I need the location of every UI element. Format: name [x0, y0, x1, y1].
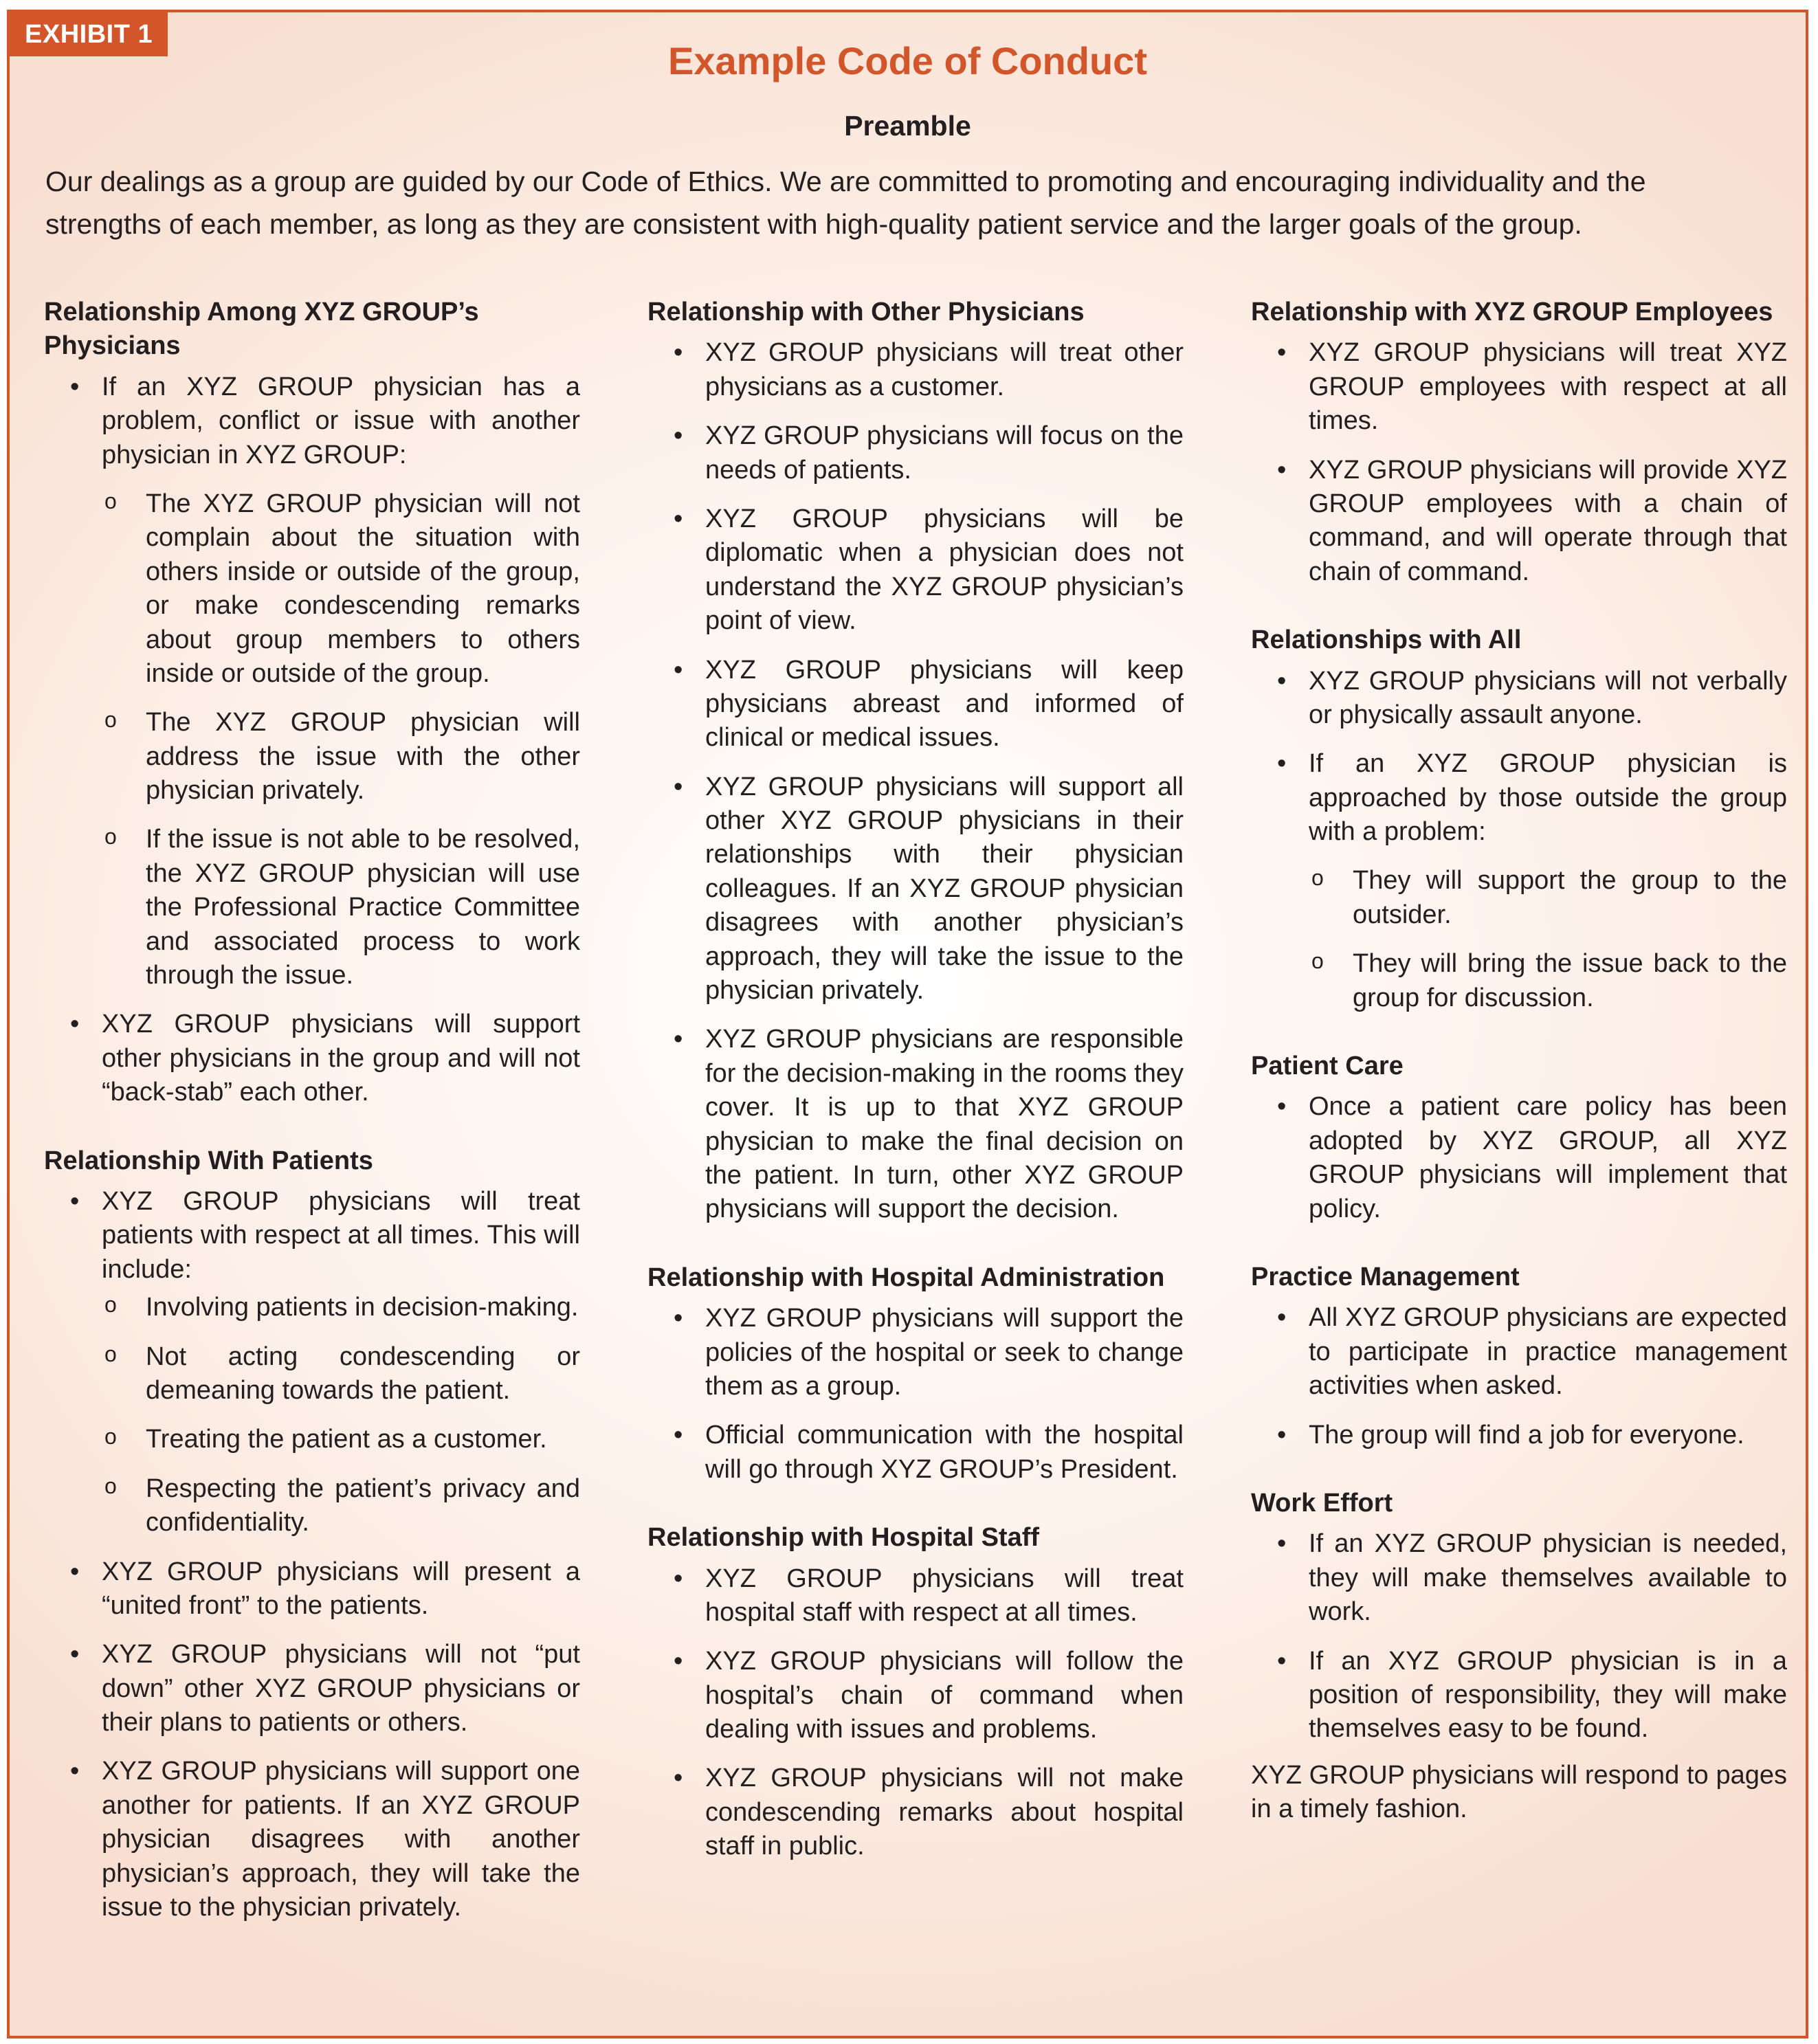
bullet-icon: •: [70, 1557, 80, 1586]
bullet-icon: •: [674, 655, 683, 685]
sub-list: [102, 487, 580, 992]
exhibit-label: EXHIBIT 1: [10, 12, 168, 56]
list-item-text: XYZ GROUP physicians will follow the hospital’s chain of command when dealing with issues and problems.: [705, 1647, 1184, 1744]
sub-list-item: [1311, 947, 1787, 1015]
list-item-text: XYZ GROUP physicians will treat XYZ GROUP employees with respect at all times.: [1309, 338, 1787, 436]
bullet-list: [1251, 1301, 1787, 1452]
bullet-list: [1251, 1527, 1787, 1746]
bullet-icon: •: [674, 1421, 683, 1450]
circle-bullet-icon: o: [104, 1292, 117, 1318]
bullet-icon: •: [1277, 1646, 1287, 1676]
list-item: [1277, 1301, 1787, 1403]
bullet-icon: •: [1277, 338, 1287, 368]
list-item-text: XYZ GROUP physicians will present a “united front” to the patients.: [102, 1557, 580, 1620]
circle-bullet-icon: o: [104, 707, 117, 733]
list-item-text: XYZ GROUP physicians will treat other physicians as a customer.: [705, 338, 1184, 401]
bullet-icon: •: [674, 421, 683, 451]
section-heading: Relationship with Hospital Administration: [647, 1263, 1165, 1292]
list-item: [1277, 1090, 1787, 1226]
section-heading: Relationship with Other Physicians: [647, 298, 1085, 326]
section-heading: Practice Management: [1251, 1262, 1520, 1291]
bullet-icon: •: [1277, 455, 1287, 485]
bullet-icon: •: [1277, 1303, 1287, 1333]
section-heading: Work Effort: [1251, 1488, 1393, 1518]
bullet-list: [647, 336, 1184, 1226]
list-item-text: XYZ GROUP physicians will support all other XYZ GROUP physicians in their relationships with their physician colleagues. If an XYZ GROUP physician disagrees with another physician’s approach, they will take the issue to the physician privately.: [705, 772, 1184, 1006]
bullet-icon: •: [674, 1647, 683, 1676]
list-item-text: XYZ GROUP physicians will not verbally or physically assault anyone.: [1309, 666, 1787, 729]
preamble-text: Our dealings as a group are guided by our Code of Ethics. We are committed to promoting and encouraging individuality and the strengths of each member, as long as they are consistent with high-quality patient service and the larger goals of the group.: [45, 166, 1646, 240]
list-item-text: XYZ GROUP physicians will keep physicians abreast and informed of clinical or medical issues.: [705, 655, 1184, 753]
list-item-text: XYZ GROUP physicians will not “put down” other XYZ GROUP physicians or their plans to patients or others.: [102, 1640, 580, 1737]
list-item: [674, 502, 1184, 638]
bullet-icon: •: [1277, 749, 1287, 779]
bullet-icon: •: [674, 1304, 683, 1333]
bullet-list: [44, 370, 580, 1110]
list-item: [1277, 1645, 1787, 1746]
section-heading: Relationship Among XYZ GROUP’s Physicians: [44, 298, 479, 361]
bullet-list: [647, 1302, 1184, 1487]
sub-list-item-text: Treating the patient as a customer.: [146, 1425, 547, 1454]
sub-list-item-text: If the issue is not able to be resolved, the XYZ GROUP physician will use the Professional Practice Committee and associated process to work through the issue.: [146, 825, 580, 990]
bullet-icon: •: [70, 1640, 80, 1669]
sub-list-item-text: They will bring the issue back to the group for discussion.: [1353, 949, 1787, 1012]
section-heading: Relationships with All: [1251, 625, 1522, 655]
list-item: [674, 419, 1184, 487]
section-hospital-staff: [647, 1521, 1184, 1864]
column-1: [44, 296, 580, 1924]
circle-bullet-icon: o: [104, 1341, 117, 1366]
bullet-list: [647, 1562, 1184, 1864]
list-item: [1277, 665, 1787, 733]
circle-bullet-icon: o: [1311, 865, 1324, 891]
sub-list-item-text: Involving patients in decision-making.: [146, 1293, 579, 1322]
sub-list-item: [104, 706, 580, 808]
section-employees: [1251, 296, 1787, 589]
list-item: [70, 370, 580, 993]
sub-list-item: [104, 1291, 580, 1324]
list-item: [70, 1185, 580, 1540]
section-practice-management: [1251, 1260, 1787, 1452]
list-item-text: XYZ GROUP physicians will support the policies of the hospital or seek to change them as a group.: [705, 1304, 1184, 1401]
list-item-text: If an XYZ GROUP physician is needed, they will make themselves available to work.: [1309, 1529, 1787, 1627]
circle-bullet-icon: o: [1311, 948, 1324, 974]
sub-list-item-text: Respecting the patient’s privacy and confidentiality.: [146, 1474, 580, 1537]
sub-list-item: [104, 1472, 580, 1540]
section-heading: Relationship with Hospital Staff: [647, 1523, 1040, 1553]
list-item: [674, 1562, 1184, 1630]
section-physicians-relationship: [44, 296, 580, 1110]
list-item-text: XYZ GROUP physicians will be diplomatic when a physician does not understand the XYZ GROUP physician’s point of view.: [705, 504, 1184, 636]
bullet-icon: •: [1277, 666, 1287, 696]
section-heading: Relationship with XYZ GROUP Employees: [1251, 298, 1773, 326]
bullet-icon: •: [70, 1010, 80, 1039]
bullet-list: [1251, 1090, 1787, 1226]
bullet-icon: •: [674, 338, 683, 368]
bullet-icon: •: [674, 504, 683, 533]
list-item-text: XYZ GROUP physicians are responsible for the decision-making in the rooms they cover. It is up to that XYZ GROUP physician to make the final decision on the patient. In turn, other XYZ GROUP physicians will support the decision.: [705, 1025, 1184, 1224]
list-item: [70, 1555, 580, 1623]
list-item-text: The group will find a job for everyone.: [1309, 1420, 1744, 1449]
exhibit-frame: [7, 10, 1808, 2039]
bullet-icon: •: [70, 1186, 80, 1216]
list-item: [70, 1008, 580, 1109]
list-item: [674, 770, 1184, 1008]
list-item: [70, 1755, 580, 1924]
bullet-icon: •: [674, 1564, 683, 1593]
bullet-icon: •: [70, 372, 80, 401]
section-work-effort: [1251, 1487, 1787, 1827]
page-title: Example Code of Conduct: [668, 39, 1147, 82]
bullet-icon: •: [674, 1025, 683, 1054]
list-item-text: If an XYZ GROUP physician is in a position of responsibility, they will make themselves easy to be found.: [1309, 1646, 1787, 1744]
list-item: [674, 1645, 1184, 1746]
list-item-text: All XYZ GROUP physicians are expected to participate in practice management activities when asked.: [1309, 1303, 1787, 1401]
list-item: [70, 1638, 580, 1740]
section-heading: Patient Care: [1251, 1052, 1404, 1081]
list-item-text: XYZ GROUP physicians will support one another for patients. If an XYZ GROUP physician disagrees with another physician’s approach, they will take the issue to the physician privately.: [102, 1757, 580, 1922]
bullet-icon: •: [674, 772, 683, 801]
bullet-icon: •: [1277, 1092, 1287, 1122]
list-item-text: XYZ GROUP physicians will not make condescending remarks about hospital staff in public.: [705, 1764, 1184, 1861]
section-relationships-all: [1251, 623, 1787, 1015]
list-item-text: Once a patient care policy has been adopted by XYZ GROUP, all XYZ GROUP physicians will implement that policy.: [1309, 1092, 1787, 1223]
section-hospital-administration: [647, 1261, 1184, 1487]
sub-list-item: [104, 487, 580, 691]
section-patients-relationship: [44, 1144, 580, 1925]
sub-list-item: [104, 1423, 580, 1456]
section-other-physicians: [647, 296, 1184, 1227]
list-item: [674, 336, 1184, 404]
list-item-text: XYZ GROUP physicians will treat hospital staff with respect at all times.: [705, 1564, 1184, 1627]
list-item-text: XYZ GROUP physicians will support other physicians in the group and will not “back-stab” each other.: [102, 1010, 580, 1107]
list-item-text: XYZ GROUP physicians will provide XYZ GROUP employees with a chain of command, and will operate through that chain of command.: [1309, 455, 1787, 586]
sub-list-item-text: The XYZ GROUP physician will not complain about the situation with others inside or outside of the group, or make condescending remarks about group members to others inside or outside of the group.: [146, 489, 580, 688]
section-patient-care: [1251, 1049, 1787, 1226]
sub-list: [1309, 864, 1787, 1015]
sub-list-item: [104, 823, 580, 992]
sub-list: [102, 1291, 580, 1540]
list-item: [1277, 1527, 1787, 1629]
list-item: [674, 1023, 1184, 1226]
sub-list-item-text: The XYZ GROUP physician will address the issue with the other physician privately.: [146, 708, 580, 806]
sub-list-item: [104, 1340, 580, 1408]
list-item: [1277, 336, 1787, 438]
bullet-icon: •: [674, 1764, 683, 1793]
column-3: [1251, 296, 1787, 1826]
list-item-text: If an XYZ GROUP physician is approached by those outside the group with a problem:: [1309, 749, 1787, 847]
column-2: [647, 296, 1184, 1864]
sub-list-item-text: Not acting condescending or demeaning towards the patient.: [146, 1342, 580, 1405]
closing-statement: XYZ GROUP physicians will respond to pages in a timely fashion.: [1251, 1760, 1787, 1824]
circle-bullet-icon: o: [104, 1473, 117, 1498]
bullet-list: [1251, 336, 1787, 589]
bullet-list: [1251, 665, 1787, 1016]
circle-bullet-icon: o: [104, 1424, 117, 1449]
list-item: [1277, 1419, 1787, 1452]
list-item-text: If an XYZ GROUP physician has a problem, conflict or issue with another physician in XYZ GROUP:: [102, 372, 580, 469]
sub-list-item: [1311, 864, 1787, 932]
list-item-text: Official communication with the hospital will go through XYZ GROUP’s President.: [705, 1421, 1184, 1484]
bullet-icon: •: [1277, 1529, 1287, 1559]
bullet-icon: •: [1277, 1420, 1287, 1449]
list-item: [674, 1762, 1184, 1863]
list-item: [674, 1302, 1184, 1403]
bullet-icon: •: [70, 1757, 80, 1786]
list-item: [674, 654, 1184, 755]
list-item: [1277, 454, 1787, 590]
list-item: [1277, 747, 1787, 1015]
list-item-text: XYZ GROUP physicians will focus on the needs of patients.: [705, 421, 1184, 485]
bullet-list: [44, 1185, 580, 1924]
circle-bullet-icon: o: [104, 824, 117, 849]
sub-list-item-text: They will support the group to the outsider.: [1353, 866, 1787, 929]
list-item: [674, 1419, 1184, 1487]
preamble-heading: Preamble: [844, 110, 971, 142]
section-heading: Relationship With Patients: [44, 1146, 373, 1175]
list-item-text: XYZ GROUP physicians will treat patients with respect at all times. This will include:: [102, 1186, 580, 1284]
circle-bullet-icon: o: [104, 488, 117, 513]
